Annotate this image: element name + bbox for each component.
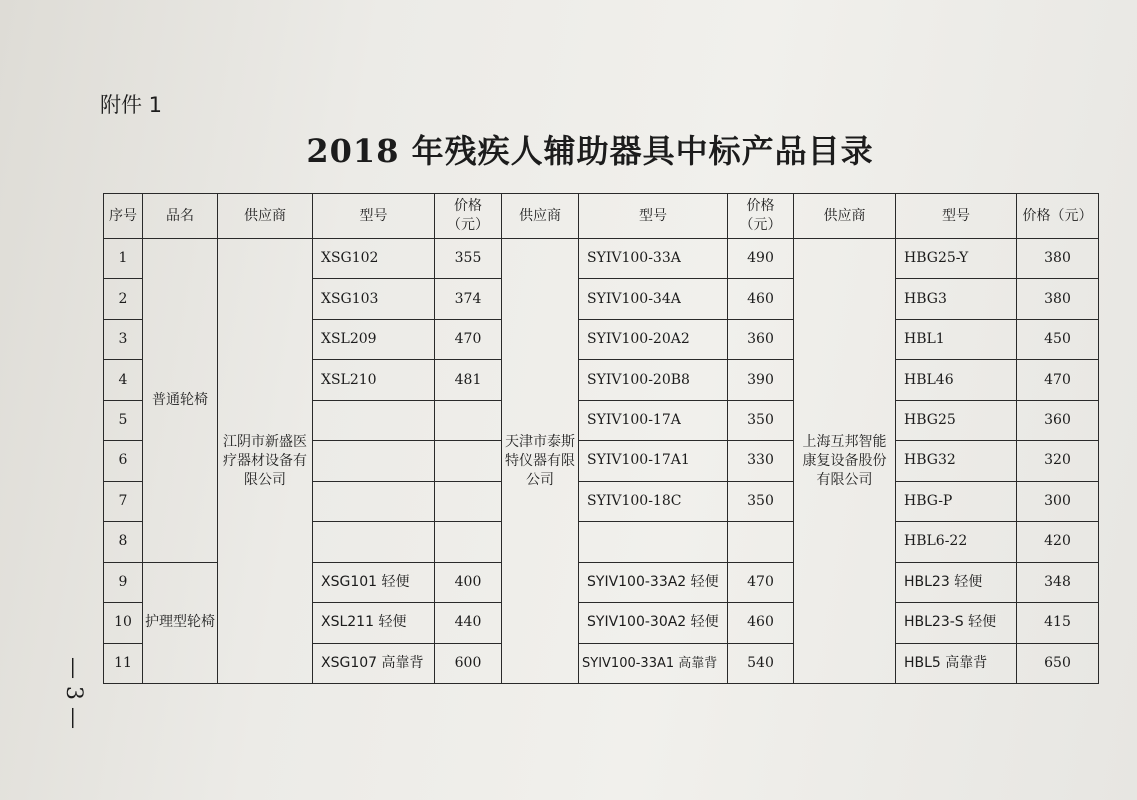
price-cell: 470 [1017, 360, 1099, 400]
header-supplier: 供应商 [794, 194, 896, 239]
model-cell: SYIV100-18C [579, 481, 728, 521]
price-cell: 460 [728, 279, 794, 319]
price-cell: 374 [435, 279, 502, 319]
model-cell: XSG107 高靠背 [313, 643, 435, 683]
seq-cell: 1 [104, 239, 143, 279]
price-cell [435, 481, 502, 521]
model-cell: XSG102 [313, 239, 435, 279]
seq-cell: 6 [104, 441, 143, 481]
supplier-1: 江阴市新盛医疗器材设备有限公司 [218, 239, 313, 684]
price-cell: 600 [435, 643, 502, 683]
seq-cell: 3 [104, 319, 143, 359]
seq-cell: 2 [104, 279, 143, 319]
model-cell: SYIV100-17A1 [579, 441, 728, 481]
price-cell: 481 [435, 360, 502, 400]
header-supplier: 供应商 [502, 194, 579, 239]
product-catalog-table [103, 193, 1099, 684]
model-cell: HBL6-22 [896, 522, 1017, 562]
price-cell: 380 [1017, 239, 1099, 279]
header-price: 价格（元） [728, 194, 794, 239]
seq-cell: 5 [104, 400, 143, 440]
seq-cell: 4 [104, 360, 143, 400]
price-cell: 400 [435, 562, 502, 602]
model-cell [313, 400, 435, 440]
model-cell [313, 522, 435, 562]
model-cell: SYIV100-17A [579, 400, 728, 440]
price-cell [435, 441, 502, 481]
supplier-3: 上海互邦智能康复设备股份有限公司 [794, 239, 896, 684]
price-cell: 540 [728, 643, 794, 683]
model-cell: HBG25 [896, 400, 1017, 440]
model-cell: XSL210 [313, 360, 435, 400]
seq-cell: 11 [104, 643, 143, 683]
category-nursing: 护理型轮椅 [143, 562, 218, 683]
model-cell: HBL23 轻便 [896, 562, 1017, 602]
header-product: 品名 [143, 194, 218, 239]
model-cell: SYIV100-20B8 [579, 360, 728, 400]
model-cell: SYIV100-20A2 [579, 319, 728, 359]
price-cell: 380 [1017, 279, 1099, 319]
model-cell: HBL46 [896, 360, 1017, 400]
seq-cell: 8 [104, 522, 143, 562]
model-cell: SYIV100-34A [579, 279, 728, 319]
model-cell: XSG101 轻便 [313, 562, 435, 602]
price-cell [728, 522, 794, 562]
model-cell [313, 481, 435, 521]
supplier-2: 天津市泰斯特仪器有限公司 [502, 239, 579, 684]
model-cell: SYIV100-33A1 高靠背 [579, 643, 728, 683]
seq-cell: 7 [104, 481, 143, 521]
header-model: 型号 [579, 194, 728, 239]
price-cell: 460 [728, 603, 794, 643]
header-price: 价格（元） [435, 194, 502, 239]
price-cell: 415 [1017, 603, 1099, 643]
price-cell: 330 [728, 441, 794, 481]
model-cell: HBL5 高靠背 [896, 643, 1017, 683]
price-cell: 420 [1017, 522, 1099, 562]
page-number: — 3 — [61, 657, 86, 729]
header-model: 型号 [896, 194, 1017, 239]
price-cell [435, 400, 502, 440]
model-cell: SYIV100-33A2 轻便 [579, 562, 728, 602]
price-cell: 360 [728, 319, 794, 359]
model-cell: XSG103 [313, 279, 435, 319]
model-cell [313, 441, 435, 481]
price-cell: 300 [1017, 481, 1099, 521]
category-standard: 普通轮椅 [143, 239, 218, 563]
model-cell: HBG32 [896, 441, 1017, 481]
price-cell: 440 [435, 603, 502, 643]
model-cell: XSL209 [313, 319, 435, 359]
price-cell: 320 [1017, 441, 1099, 481]
table-header-row [104, 194, 1099, 239]
price-cell: 490 [728, 239, 794, 279]
price-cell: 470 [728, 562, 794, 602]
price-cell: 650 [1017, 643, 1099, 683]
table-row [104, 239, 1099, 279]
price-cell: 350 [728, 400, 794, 440]
model-cell: HBG3 [896, 279, 1017, 319]
header-model: 型号 [313, 194, 435, 239]
price-cell: 350 [728, 481, 794, 521]
model-cell: HBL23-S 轻便 [896, 603, 1017, 643]
price-cell: 390 [728, 360, 794, 400]
price-cell: 470 [435, 319, 502, 359]
model-cell: HBG-P [896, 481, 1017, 521]
model-cell: XSL211 轻便 [313, 603, 435, 643]
model-cell [579, 522, 728, 562]
header-supplier: 供应商 [218, 194, 313, 239]
page-title: 2018 年残疾人辅助器具中标产品目录 [306, 132, 874, 170]
seq-cell: 10 [104, 603, 143, 643]
attachment-label: 附件 1 [100, 93, 163, 117]
header-price: 价格（元） [1017, 194, 1099, 239]
seq-cell: 9 [104, 562, 143, 602]
price-cell: 355 [435, 239, 502, 279]
price-cell [435, 522, 502, 562]
model-cell: HBL1 [896, 319, 1017, 359]
price-cell: 450 [1017, 319, 1099, 359]
price-cell: 360 [1017, 400, 1099, 440]
model-cell: SYIV100-33A [579, 239, 728, 279]
price-cell: 348 [1017, 562, 1099, 602]
model-cell: SYIV100-30A2 轻便 [579, 603, 728, 643]
header-seq: 序号 [104, 194, 143, 239]
model-cell: HBG25-Y [896, 239, 1017, 279]
